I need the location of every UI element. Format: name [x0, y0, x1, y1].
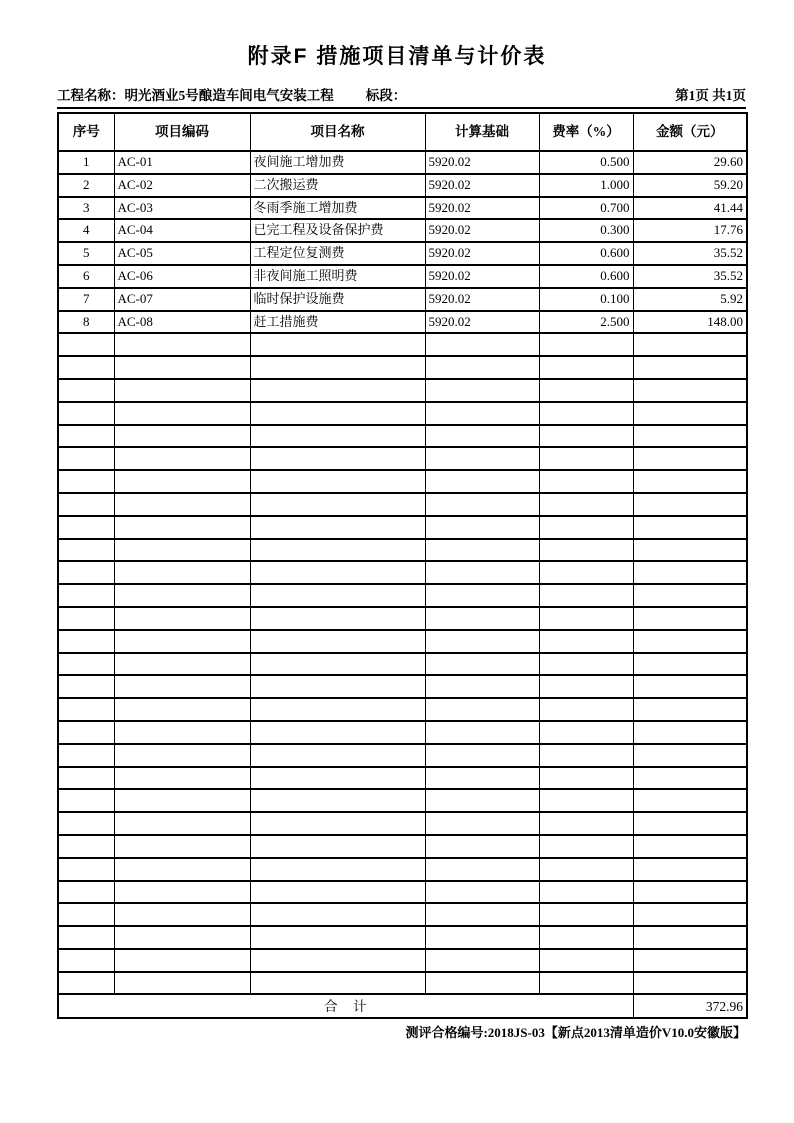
cell-rate	[539, 698, 633, 721]
cell-rate	[539, 516, 633, 539]
cell-amount	[633, 812, 747, 835]
cell-rate	[539, 447, 633, 470]
cell-amount	[633, 356, 747, 379]
cell-name	[250, 402, 425, 425]
cell-amount	[633, 721, 747, 744]
empty-table-row	[58, 516, 747, 539]
cell-base	[425, 516, 539, 539]
cell-rate	[539, 425, 633, 448]
cell-base	[425, 333, 539, 356]
cell-code: AC-05	[114, 242, 250, 265]
cell-amount	[633, 539, 747, 562]
cell-code	[114, 789, 250, 812]
cell-seq	[58, 926, 114, 949]
cell-seq	[58, 333, 114, 356]
cell-rate	[539, 356, 633, 379]
cell-rate	[539, 539, 633, 562]
cell-name	[250, 425, 425, 448]
cell-base	[425, 881, 539, 904]
empty-table-row	[58, 721, 747, 744]
table-row	[58, 174, 747, 197]
cell-code	[114, 561, 250, 584]
cell-code	[114, 721, 250, 744]
total-amount: 372.96	[633, 994, 747, 1018]
table-header-row	[58, 113, 747, 151]
empty-table-row	[58, 972, 747, 995]
cell-seq: 2	[58, 174, 114, 197]
empty-table-row	[58, 379, 747, 402]
cell-name	[250, 470, 425, 493]
table-row	[58, 151, 747, 174]
cell-seq: 6	[58, 265, 114, 288]
cell-amount: 35.52	[633, 242, 747, 265]
empty-table-row	[58, 561, 747, 584]
cell-base	[425, 539, 539, 562]
cell-amount	[633, 698, 747, 721]
cell-code	[114, 379, 250, 402]
cell-amount: 17.76	[633, 219, 747, 242]
header-base: 计算基础	[425, 113, 539, 151]
cell-rate: 0.600	[539, 265, 633, 288]
cell-rate	[539, 653, 633, 676]
cell-base	[425, 675, 539, 698]
cell-seq	[58, 835, 114, 858]
empty-table-row	[58, 630, 747, 653]
empty-table-row	[58, 356, 747, 379]
cell-seq	[58, 972, 114, 995]
cell-base	[425, 698, 539, 721]
empty-table-row	[58, 858, 747, 881]
cell-base: 5920.02	[425, 197, 539, 220]
cell-seq	[58, 721, 114, 744]
cell-name	[250, 926, 425, 949]
cell-rate	[539, 402, 633, 425]
cell-amount: 41.44	[633, 197, 747, 220]
cell-name	[250, 539, 425, 562]
cell-amount	[633, 447, 747, 470]
cell-name	[250, 789, 425, 812]
cell-amount	[633, 516, 747, 539]
project-name-label: 工程名称：明光酒业5号酿造车间电气安装工程	[57, 88, 334, 103]
cell-amount	[633, 561, 747, 584]
cell-amount	[633, 607, 747, 630]
cell-rate	[539, 903, 633, 926]
cell-amount	[633, 858, 747, 881]
cell-name	[250, 447, 425, 470]
cell-rate: 2.500	[539, 311, 633, 334]
cell-name	[250, 516, 425, 539]
cell-name: 已完工程及设备保护费	[250, 219, 425, 242]
table-row	[58, 219, 747, 242]
cell-base	[425, 356, 539, 379]
cell-code: AC-01	[114, 151, 250, 174]
cell-base	[425, 926, 539, 949]
table-row	[58, 197, 747, 220]
cell-name	[250, 858, 425, 881]
cell-name: 临时保护设施费	[250, 288, 425, 311]
total-row	[58, 994, 747, 1018]
cell-code	[114, 858, 250, 881]
cell-name: 夜间施工增加费	[250, 151, 425, 174]
cell-code: AC-04	[114, 219, 250, 242]
cell-code	[114, 881, 250, 904]
cell-seq: 7	[58, 288, 114, 311]
cell-rate	[539, 493, 633, 516]
cell-seq	[58, 675, 114, 698]
cell-amount	[633, 926, 747, 949]
cell-name	[250, 653, 425, 676]
cell-name	[250, 949, 425, 972]
table-body	[58, 151, 747, 994]
empty-table-row	[58, 812, 747, 835]
cell-seq: 3	[58, 197, 114, 220]
cell-rate	[539, 607, 633, 630]
cell-name	[250, 812, 425, 835]
cell-amount	[633, 402, 747, 425]
cell-base: 5920.02	[425, 219, 539, 242]
cell-base	[425, 858, 539, 881]
cell-rate	[539, 721, 633, 744]
cell-rate	[539, 881, 633, 904]
cell-amount	[633, 767, 747, 790]
cell-code	[114, 812, 250, 835]
cell-amount	[633, 744, 747, 767]
cell-code	[114, 402, 250, 425]
cell-name	[250, 584, 425, 607]
cell-amount	[633, 333, 747, 356]
cell-base: 5920.02	[425, 265, 539, 288]
page-title: 附录F 措施项目清单与计价表	[247, 45, 547, 68]
cell-name	[250, 698, 425, 721]
cell-name	[250, 881, 425, 904]
header-amount: 金额（元）	[633, 113, 747, 151]
empty-table-row	[58, 675, 747, 698]
cell-rate	[539, 630, 633, 653]
cell-rate	[539, 812, 633, 835]
cell-seq	[58, 881, 114, 904]
cell-rate	[539, 561, 633, 584]
table-row	[58, 311, 747, 334]
cell-amount: 5.92	[633, 288, 747, 311]
cell-seq	[58, 812, 114, 835]
empty-table-row	[58, 744, 747, 767]
cell-code	[114, 972, 250, 995]
cell-base: 5920.02	[425, 174, 539, 197]
cell-name	[250, 767, 425, 790]
cell-rate	[539, 333, 633, 356]
cell-code	[114, 584, 250, 607]
cell-rate	[539, 835, 633, 858]
cell-rate: 0.300	[539, 219, 633, 242]
cell-base	[425, 379, 539, 402]
empty-table-row	[58, 835, 747, 858]
cell-seq	[58, 356, 114, 379]
empty-table-row	[58, 447, 747, 470]
cell-base	[425, 607, 539, 630]
cell-base	[425, 835, 539, 858]
info-bar	[57, 88, 746, 109]
measures-table	[57, 112, 748, 1019]
cell-name: 二次搬运费	[250, 174, 425, 197]
cell-code	[114, 607, 250, 630]
cell-rate	[539, 972, 633, 995]
cell-rate	[539, 744, 633, 767]
cell-rate	[539, 584, 633, 607]
page-number: 第1页 共1页	[675, 88, 746, 103]
cell-code	[114, 835, 250, 858]
cell-amount	[633, 972, 747, 995]
cell-code	[114, 356, 250, 379]
cell-amount: 35.52	[633, 265, 747, 288]
cell-seq	[58, 744, 114, 767]
cell-base: 5920.02	[425, 151, 539, 174]
cell-base	[425, 744, 539, 767]
cell-code	[114, 767, 250, 790]
cell-code: AC-06	[114, 265, 250, 288]
cell-name	[250, 379, 425, 402]
empty-table-row	[58, 653, 747, 676]
cell-base	[425, 972, 539, 995]
cell-amount	[633, 493, 747, 516]
cell-seq	[58, 949, 114, 972]
cell-code: AC-02	[114, 174, 250, 197]
cell-base	[425, 721, 539, 744]
cell-amount	[633, 425, 747, 448]
cell-rate	[539, 789, 633, 812]
empty-table-row	[58, 539, 747, 562]
cell-seq: 5	[58, 242, 114, 265]
empty-table-row	[58, 493, 747, 516]
table-row	[58, 242, 747, 265]
cell-code	[114, 926, 250, 949]
cell-code	[114, 493, 250, 516]
cell-seq	[58, 379, 114, 402]
cell-code	[114, 698, 250, 721]
certification-footer: 测评合格编号:2018JS-03【新点2013清单造价V10.0安徽版】	[405, 1025, 746, 1041]
cell-seq	[58, 698, 114, 721]
empty-table-row	[58, 402, 747, 425]
cell-rate	[539, 767, 633, 790]
cell-base	[425, 584, 539, 607]
cell-code	[114, 470, 250, 493]
cell-base: 5920.02	[425, 288, 539, 311]
cell-code	[114, 675, 250, 698]
cell-name	[250, 972, 425, 995]
cell-name	[250, 333, 425, 356]
cell-code	[114, 539, 250, 562]
cell-rate	[539, 949, 633, 972]
cell-name	[250, 835, 425, 858]
bid-section-label: 标段：	[365, 88, 407, 103]
cell-rate: 0.600	[539, 242, 633, 265]
cell-seq	[58, 858, 114, 881]
cell-base	[425, 447, 539, 470]
cell-name	[250, 607, 425, 630]
cell-base	[425, 949, 539, 972]
cell-code: AC-08	[114, 311, 250, 334]
cell-name: 冬雨季施工增加费	[250, 197, 425, 220]
empty-table-row	[58, 470, 747, 493]
cell-amount	[633, 584, 747, 607]
cell-base	[425, 470, 539, 493]
cell-seq	[58, 516, 114, 539]
cell-seq	[58, 607, 114, 630]
cell-name	[250, 744, 425, 767]
cell-code	[114, 744, 250, 767]
empty-table-row	[58, 425, 747, 448]
cell-amount	[633, 789, 747, 812]
empty-table-row	[58, 926, 747, 949]
cell-seq	[58, 903, 114, 926]
cell-rate: 1.000	[539, 174, 633, 197]
cell-rate	[539, 675, 633, 698]
cell-rate: 0.500	[539, 151, 633, 174]
header-seq: 序号	[58, 113, 114, 151]
empty-table-row	[58, 881, 747, 904]
cell-base	[425, 561, 539, 584]
cell-amount	[633, 470, 747, 493]
empty-table-row	[58, 584, 747, 607]
cell-amount	[633, 653, 747, 676]
cell-base	[425, 789, 539, 812]
cell-code: AC-03	[114, 197, 250, 220]
cell-code	[114, 653, 250, 676]
cell-rate	[539, 858, 633, 881]
cell-name: 赶工措施费	[250, 311, 425, 334]
cell-seq	[58, 653, 114, 676]
cell-amount	[633, 835, 747, 858]
cell-base	[425, 812, 539, 835]
empty-table-row	[58, 789, 747, 812]
empty-table-row	[58, 949, 747, 972]
cell-name	[250, 561, 425, 584]
cell-rate	[539, 379, 633, 402]
cell-seq	[58, 789, 114, 812]
cell-rate: 0.700	[539, 197, 633, 220]
cell-code	[114, 425, 250, 448]
cell-rate	[539, 470, 633, 493]
cell-name	[250, 630, 425, 653]
cell-seq: 4	[58, 219, 114, 242]
cell-seq	[58, 561, 114, 584]
cell-name	[250, 675, 425, 698]
cell-amount	[633, 881, 747, 904]
cell-amount	[633, 949, 747, 972]
cell-base: 5920.02	[425, 242, 539, 265]
cell-seq	[58, 584, 114, 607]
cell-name: 非夜间施工照明费	[250, 265, 425, 288]
cell-base	[425, 767, 539, 790]
cell-base	[425, 493, 539, 516]
cell-base	[425, 903, 539, 926]
cell-seq	[58, 493, 114, 516]
cell-code	[114, 447, 250, 470]
cell-amount: 59.20	[633, 174, 747, 197]
cell-rate: 0.100	[539, 288, 633, 311]
cell-amount	[633, 903, 747, 926]
header-code: 项目编码	[114, 113, 250, 151]
cell-base: 5920.02	[425, 311, 539, 334]
cell-name	[250, 721, 425, 744]
cell-base	[425, 425, 539, 448]
empty-table-row	[58, 903, 747, 926]
cell-code	[114, 630, 250, 653]
cell-amount: 148.00	[633, 311, 747, 334]
cell-amount	[633, 675, 747, 698]
table-row	[58, 288, 747, 311]
total-label: 合 计	[58, 994, 633, 1018]
header-rate: 费率（%）	[539, 113, 633, 151]
empty-table-row	[58, 333, 747, 356]
cell-seq: 1	[58, 151, 114, 174]
cell-name	[250, 356, 425, 379]
cell-seq	[58, 767, 114, 790]
cell-code	[114, 516, 250, 539]
cell-rate	[539, 926, 633, 949]
empty-table-row	[58, 698, 747, 721]
cell-base	[425, 402, 539, 425]
cell-name	[250, 903, 425, 926]
cell-name: 工程定位复测费	[250, 242, 425, 265]
cell-amount	[633, 379, 747, 402]
cell-seq	[58, 425, 114, 448]
cell-name	[250, 493, 425, 516]
cell-seq	[58, 447, 114, 470]
cell-base	[425, 653, 539, 676]
cell-amount: 29.60	[633, 151, 747, 174]
cell-seq	[58, 539, 114, 562]
cell-code	[114, 949, 250, 972]
table-row	[58, 265, 747, 288]
empty-table-row	[58, 767, 747, 790]
cell-seq: 8	[58, 311, 114, 334]
cell-amount	[633, 630, 747, 653]
cell-base	[425, 630, 539, 653]
cell-code: AC-07	[114, 288, 250, 311]
cell-seq	[58, 630, 114, 653]
cell-seq	[58, 470, 114, 493]
empty-table-row	[58, 607, 747, 630]
cell-code	[114, 333, 250, 356]
cell-seq	[58, 402, 114, 425]
cell-code	[114, 903, 250, 926]
header-name: 项目名称	[250, 113, 425, 151]
